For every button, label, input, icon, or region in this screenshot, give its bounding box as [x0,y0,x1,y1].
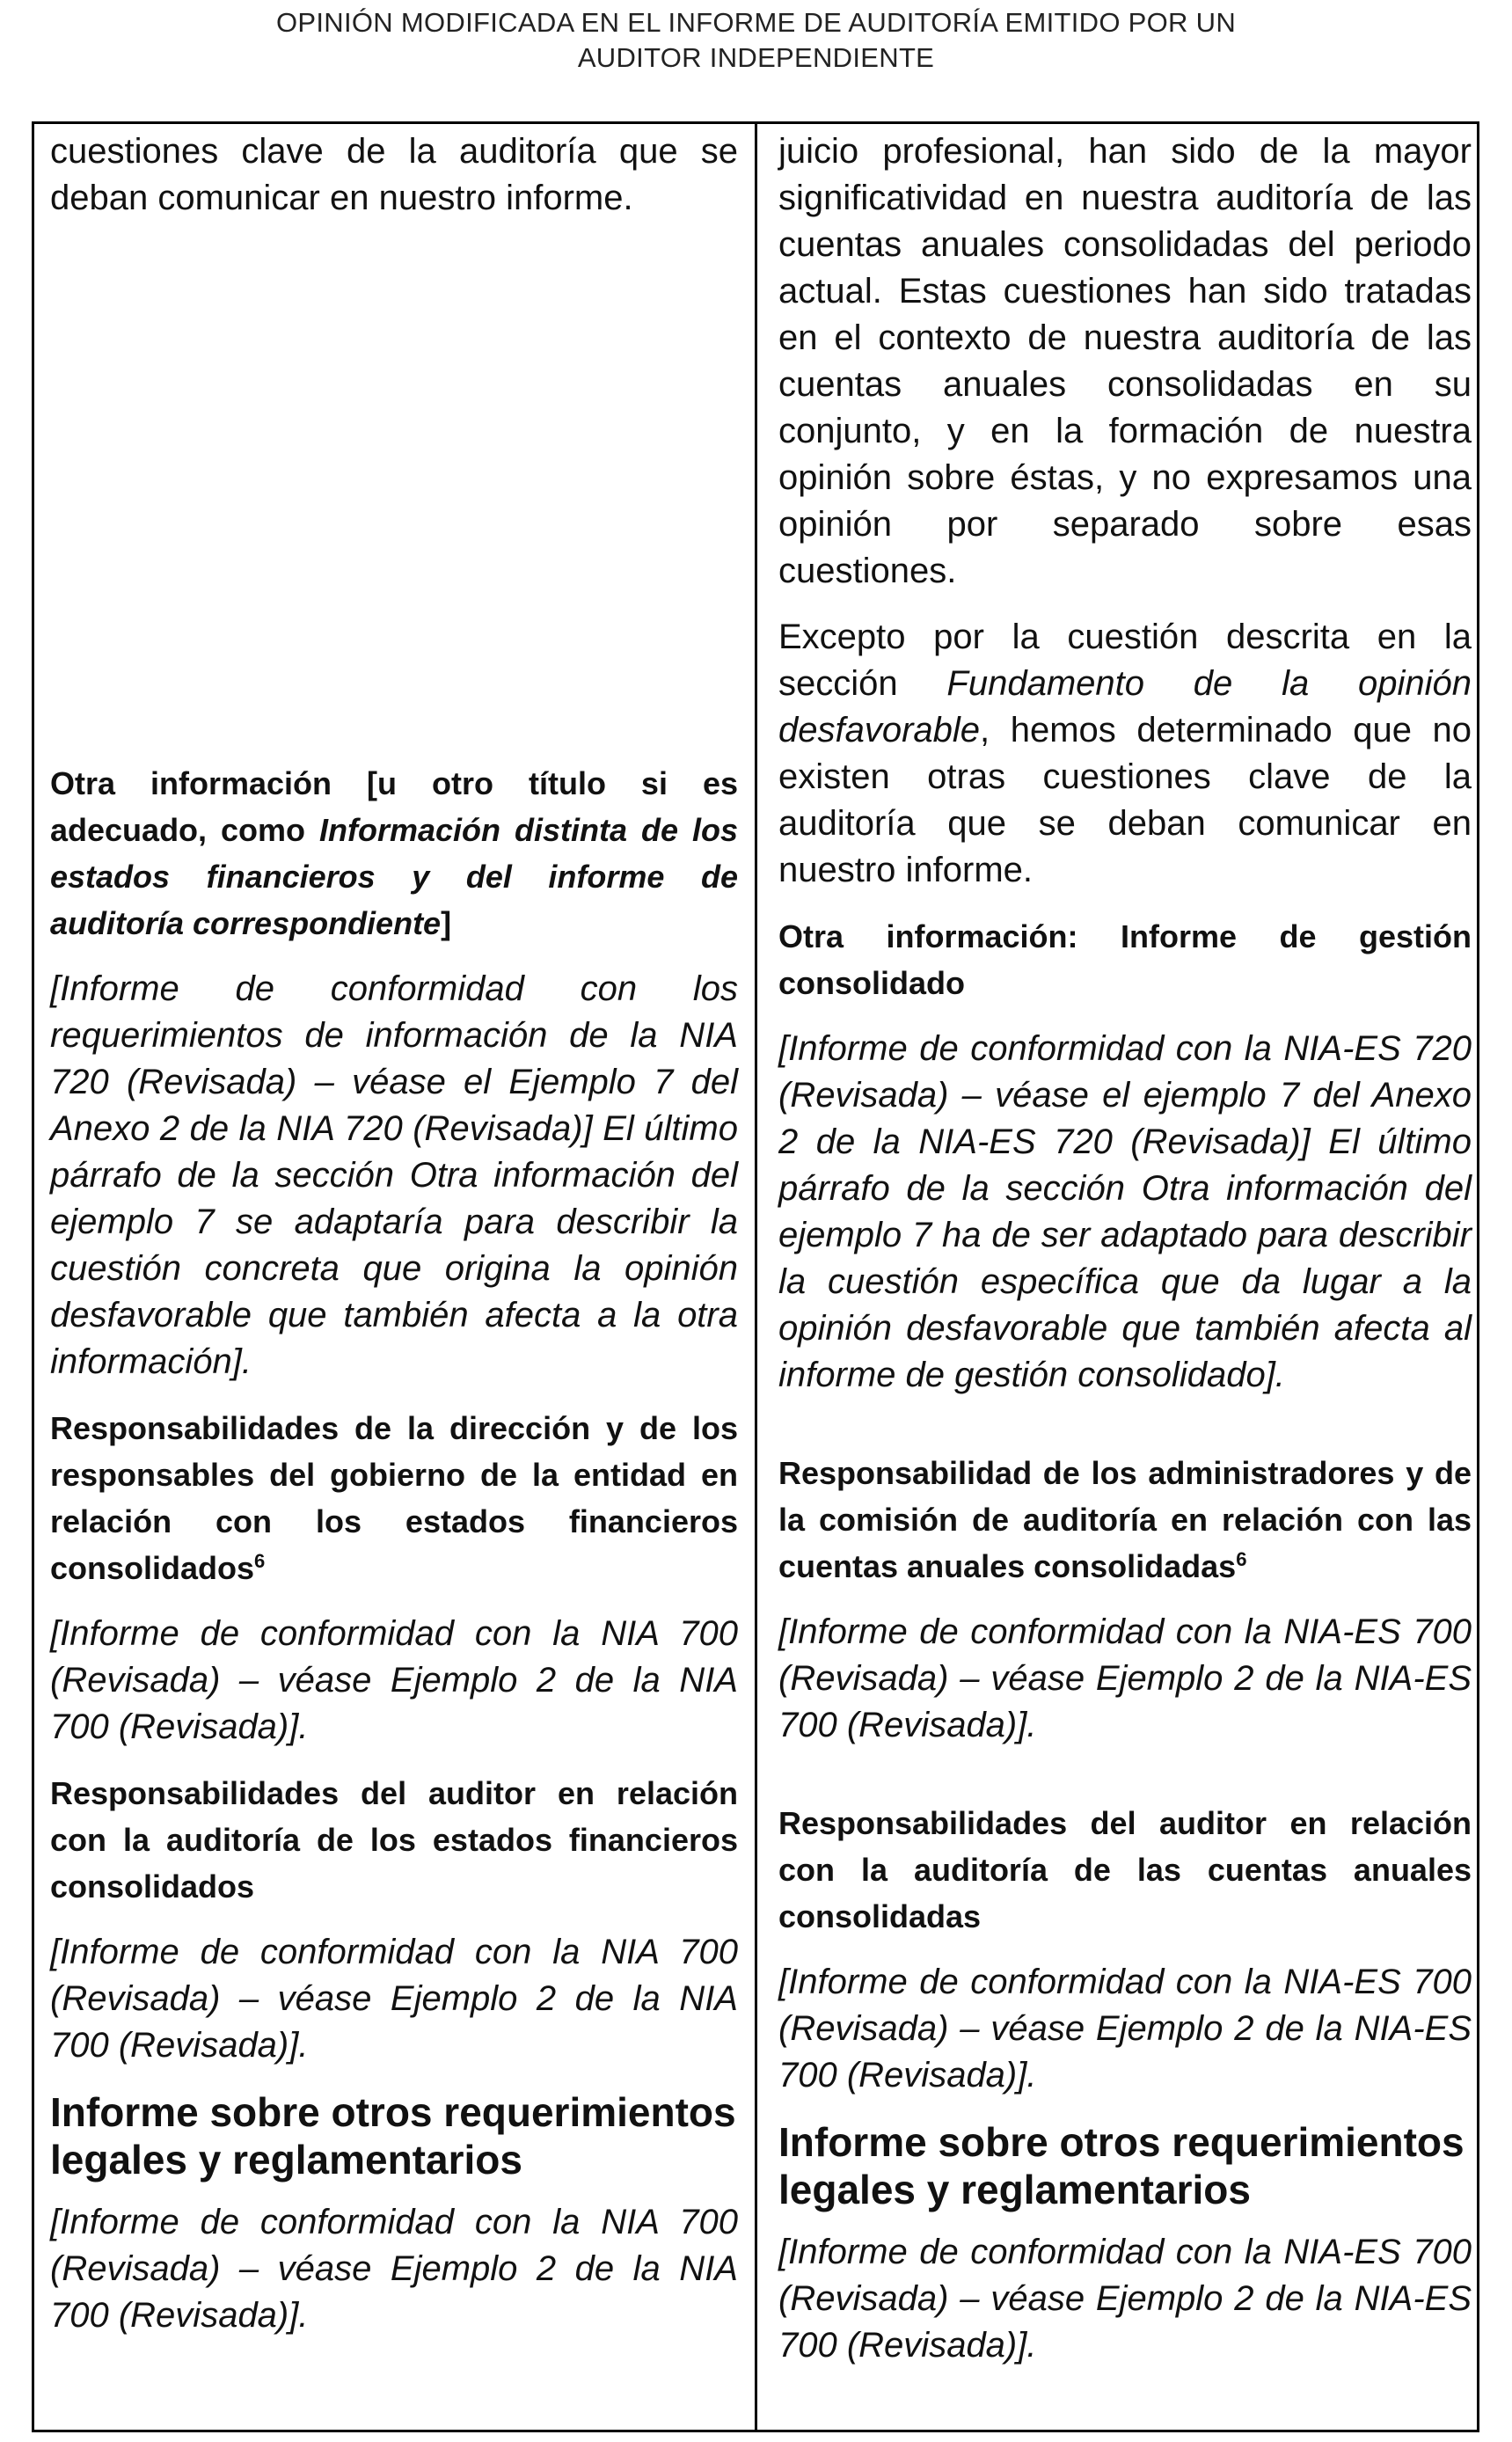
page-header [0,5,1512,76]
left-otra-heading-part1: Otra información [u otro título si es adecuado, como [50,765,738,848]
header-line-2: AUDITOR INDEPENDIENTE [577,42,935,73]
left-otra-heading-part3: ] [441,905,452,941]
left-resp-direccion-footnote-ref: 6 [254,1550,266,1572]
right-excepto-part1: Excepto por la cuestión descrita en la sección [778,618,1472,703]
right-resp-administradores-heading [778,1450,1472,1590]
right-otra-informacion-heading: Otra información: Informe de gestión consolidado [778,918,1472,1001]
right-excepto-paragraph [778,614,1472,894]
right-resp-auditor-body: [Informe de conformidad con la NIA-ES 700 (Revisada) – véase Ejemplo 2 de la NIA-ES 700 (Revisada)]. [778,1963,1472,2095]
left-resp-auditor-body: [Informe de conformidad con la NIA 700 (Revisada) – véase Ejemplo 2 de la NIA 700 (Revisada)]. [50,1933,738,2065]
right-intro-paragraph: juicio profesional, han sido de la mayor significatividad en nuestra auditoría de las cuentas anuales consolidadas del periodo actual. Estas cuestiones han sido tratadas en el contexto de nuestra auditoría de las cuentas anuales consolidadas en su conjunto, y en la formación de nuestra opinión sobre éstas, y no expresamos una opinión por separado sobre esas cuestiones. [778,132,1472,590]
right-resp-auditor-heading: Responsabilidades del auditor en relación con la auditoría de las cuentas anuales consolidadas [778,1805,1472,1934]
left-column [50,128,738,2358]
right-column [778,128,1472,2388]
right-excepto-part3: , hemos determinado que no existen otras cuestiones clave de la auditoría que se deban comunicar en nuestro informe. [778,711,1472,889]
left-resp-direccion-body: [Informe de conformidad con la NIA 700 (Revisada) – véase Ejemplo 2 de la NIA 700 (Revisada)]. [50,1614,738,1746]
right-otros-requerimientos-body: [Informe de conformidad con la NIA-ES 700 (Revisada) – véase Ejemplo 2 de la NIA-ES 700 (Revisada)]. [778,2233,1472,2365]
table-right-border [1477,121,1479,2432]
right-resp-administradores-heading-text: Responsabilidad de los administradores y de la comisión de auditoría en relación con las cuentas anuales consolidadas [778,1455,1472,1584]
table-middle-border [755,121,757,2432]
table-left-border [32,121,34,2432]
right-excepto-part2: Fundamento de la opinión desfavorable [778,664,1472,749]
left-resp-direccion-heading-text: Responsabilidades de la dirección y de los responsables del gobierno de la entidad en relación con los estados financieros consolidados [50,1410,738,1586]
left-otros-requerimientos-heading: Informe sobre otros requerimientos legales y reglamentarios [50,2089,736,2182]
right-otra-informacion-body: [Informe de conformidad con la NIA-ES 720 (Revisada) – véase el ejemplo 7 del Anexo 2 de la NIA-ES 720 (Revisada)] El último párrafo de la sección Otra información del ejemplo 7 ha de ser adaptado para describir la cuestión específica que da lugar a la opinión desfavorable que también afecta al informe de gestión consolidado]. [778,1029,1472,1394]
left-otros-requerimientos-body: [Informe de conformidad con la NIA 700 (Revisada) – véase Ejemplo 2 de la NIA 700 (Revisada)]. [50,2203,738,2335]
left-otra-informacion-heading [50,760,738,947]
right-resp-administradores-footnote-ref: 6 [1236,1548,1247,1570]
left-otra-informacion-body: [Informe de conformidad con los requerimientos de información de la NIA 720 (Revisada) – véase el Ejemplo 7 del Anexo 2 de la NIA 720 (Revisada)] El último párrafo de la sección Otra información del ejemplo 7 se adaptaría para describir la cuestión concreta que origina la opinión desfavorable que también afecta a la otra información]. [50,969,738,1381]
left-resp-direccion-heading [50,1405,738,1591]
left-intro-paragraph: cuestiones clave de la auditoría que se deban comunicar en nuestro informe. [50,132,738,217]
left-resp-auditor-heading: Responsabilidades del auditor en relación con la auditoría de los estados financieros consolidados [50,1775,738,1905]
left-otra-heading-part2: Información distinta de los estados financieros y del informe de auditoría correspondiente [50,812,738,941]
right-resp-administradores-body: [Informe de conformidad con la NIA-ES 700 (Revisada) – véase Ejemplo 2 de la NIA-ES 700 (Revisada)]. [778,1612,1472,1744]
header-line-1: OPINIÓN MODIFICADA EN EL INFORME DE AUDITORÍA EMITIDO POR UN [275,7,1237,38]
right-otros-requerimientos-heading: Informe sobre otros requerimientos legales y reglamentarios [778,2119,1465,2212]
